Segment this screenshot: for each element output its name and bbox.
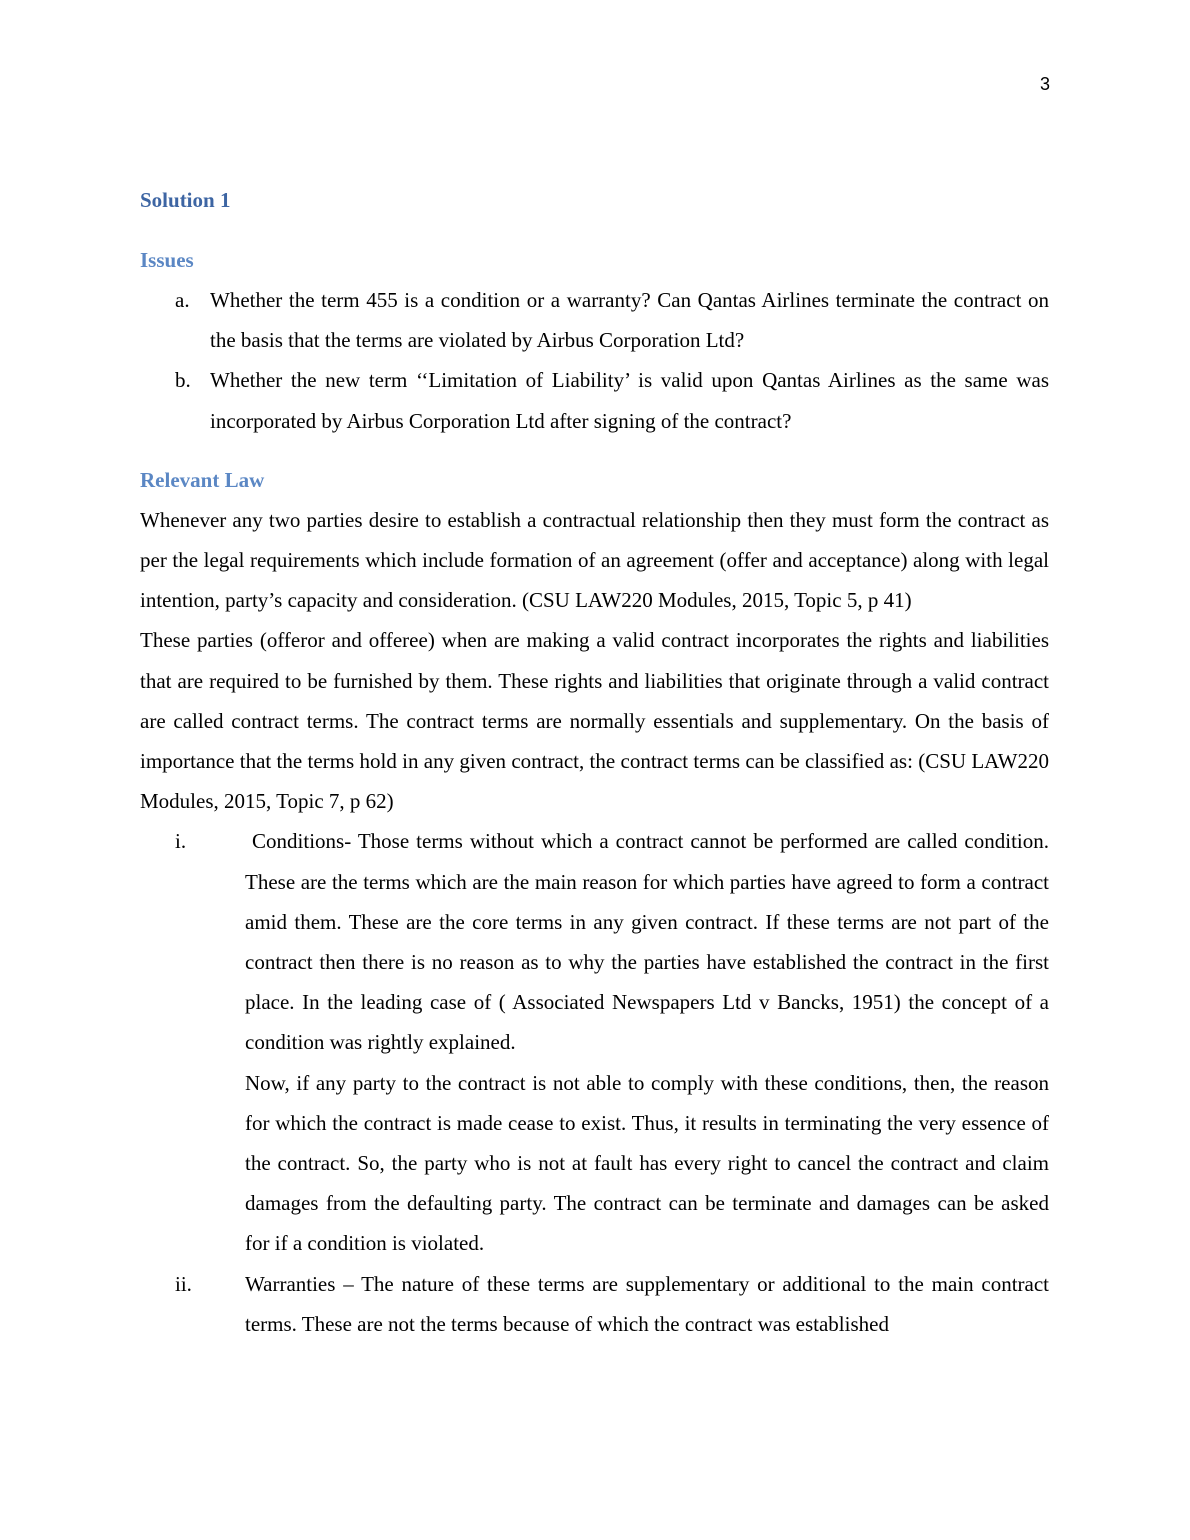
list-item-continuation: Now, if any party to the contract is not able to comply with these conditions, then, the reason for which the contract is made cease to exist. Thus, it results in terminating the very essence of the contract. So, the party who is not at fault has every right to cancel the contract and claim damages from the defaulting party. The contract can be terminate and damages can be asked for if a condition is violated. [245,1070,1049,1256]
list-marker: a. [175,288,190,312]
issues-list [140,280,1049,441]
list-marker: ii. [175,1271,192,1296]
relevant-law-heading: Relevant Law [140,467,265,492]
list-item-text: Whether the term 455 is a condition or a warranty? Can Qantas Airlines terminate the contract on the basis that the terms are violated by Airbus Corporation Ltd? [210,288,1049,353]
terms-list [140,821,1055,1344]
list-item-text: Whether the new term ‘‘Limitation of Liability’ is valid upon Qantas Airlines as the same was incorporated by Airbus Corporation Ltd after signing of the contract? [210,368,1049,433]
paragraph: These parties (offeror and offeree) when are making a valid contract incorporates the rights and liabilities that are required to be furnished by them. These rights and liabilities that originate through a valid contract are called contract terms. The contract terms are normally essentials and supplementary. On the basis of importance that the terms hold in any given contract, the contract terms can be classified as: (CSU LAW220 Modules, 2015, Topic 7, p 62) [140,628,1049,814]
list-item [140,1264,1049,1344]
page-number: 3 [1039,74,1050,94]
list-item [140,821,1055,1263]
document-body [140,180,1055,1344]
list-marker: b. [175,368,191,393]
list-item [140,280,1049,360]
list-item-text: Conditions- Those terms without which a contract cannot be performed are called condition. These are the terms which are the main reason for which parties have agreed to form a contract amid them. These are the core terms in any given contract. If these terms are not part of the contract then there is no reason as to why the parties have established the contract in the first place. In the leading case of ( Associated Newspapers Ltd v Bancks, 1951) the concept of a condition was rightly explained. [245,829,1055,1055]
paragraph: Whenever any two parties desire to establish a contractual relationship then they must form the contract as per the legal requirements which include formation of an agreement (offer and acceptance) along with legal intention, party’s capacity and consideration. (CSU LAW220 Modules, 2015, Topic 5, p 41) [140,507,1049,613]
issues-heading: Issues [140,248,194,272]
list-item-text: Warranties – The nature of these terms are supplementary or additional to the main contract terms. These are not the terms because of which the contract was established [245,1271,1049,1336]
list-item [140,360,1049,440]
list-marker: i. [175,829,187,854]
solution-title: Solution 1 [140,188,231,212]
